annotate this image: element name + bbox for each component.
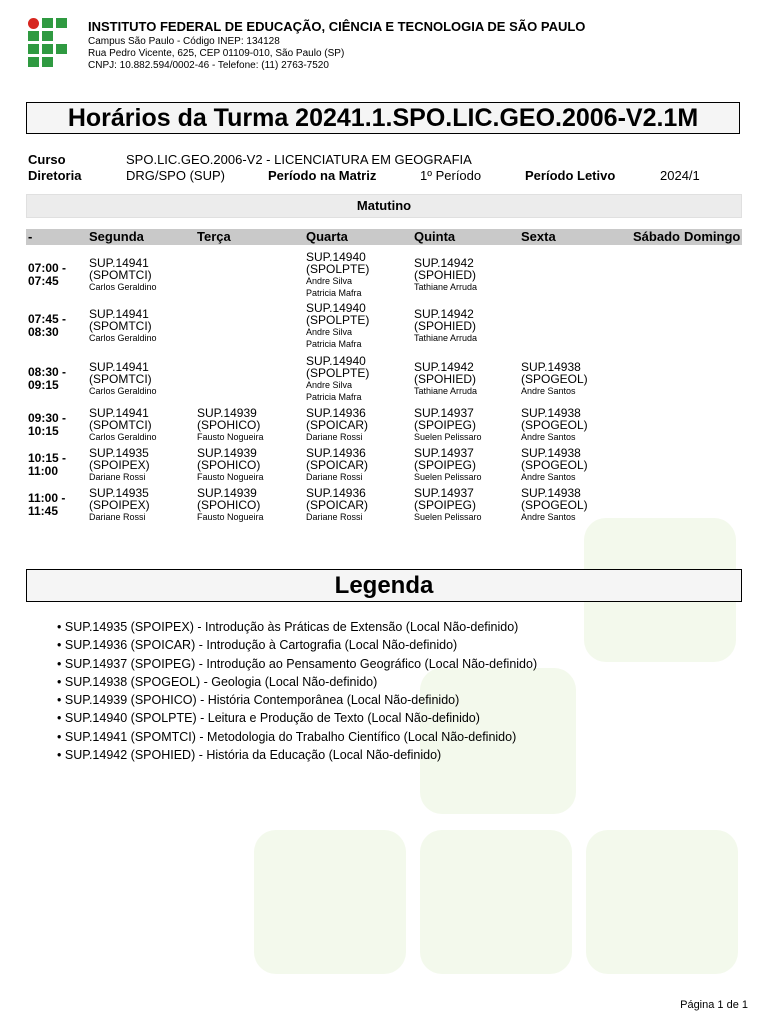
- class-code: SUP.14938 (SPOGEOL): [521, 359, 588, 386]
- teacher-name: Dariane Rossi: [306, 512, 363, 522]
- teacher-name: Suelen Pelissaro: [414, 432, 482, 442]
- column-header: Segunda: [89, 229, 144, 244]
- teacher-name: Carlos Geraldino: [89, 333, 157, 343]
- class-cell: [414, 361, 519, 397]
- class-cell: [306, 447, 411, 483]
- legend-item: • SUP.14939 (SPOHICO) - História Contemporânea (Local Não-definido): [57, 691, 537, 709]
- class-cell: [89, 361, 194, 397]
- class-cell: [89, 447, 194, 483]
- if-logo: [28, 18, 68, 68]
- class-cell: [197, 487, 302, 523]
- time-slot: 08:30 - 09:15: [28, 364, 67, 392]
- class-cell: [89, 257, 194, 293]
- teacher-name: Andre Silva Patricia Mafra: [306, 379, 362, 402]
- logo-red-dot: [28, 18, 39, 29]
- class-code: SUP.14938 (SPOGEOL): [521, 446, 588, 472]
- legend-item: • SUP.14935 (SPOIPEX) - Introdução às Práticas de Extensão (Local Não-definido): [57, 618, 537, 636]
- teacher-name: Suelen Pelissaro: [414, 472, 482, 482]
- teacher-name: Fausto Nogueira: [197, 472, 264, 482]
- teacher-name: Dariane Rossi: [306, 432, 363, 442]
- column-header: -: [28, 229, 33, 244]
- teacher-name: Dariane Rossi: [306, 472, 363, 482]
- institution-name: INSTITUTO FEDERAL DE EDUCAÇÃO, CIÊNCIA E TECNOLOGIA DE SÃO PAULO: [88, 19, 586, 34]
- class-cell: [89, 487, 194, 523]
- class-cell: [414, 257, 519, 293]
- teacher-name: Tathiane Arruda: [414, 333, 478, 343]
- teacher-name: Andre Santos: [521, 472, 576, 482]
- periodo-matriz-value: 1º Período: [420, 168, 482, 183]
- diretoria-label: Diretoria: [28, 168, 82, 183]
- teacher-name: Carlos Geraldino: [89, 282, 157, 292]
- teacher-name: Dariane Rossi: [89, 472, 146, 482]
- column-header: Sexta: [521, 229, 556, 244]
- class-cell: [414, 308, 519, 344]
- institution-cnpj: CNPJ: 10.882.594/0002-46 - Telefone: (11) 2763-7520: [88, 60, 329, 71]
- legend-item: • SUP.14936 (SPOICAR) - Introdução à Cartografia (Local Não-definido): [57, 636, 537, 654]
- teacher-name: Andre Santos: [521, 512, 576, 522]
- teacher-name: Fausto Nogueira: [197, 432, 264, 442]
- class-cell: [414, 407, 519, 443]
- class-cell: [197, 407, 302, 443]
- column-header: Terça: [197, 229, 231, 244]
- teacher-name: Suelen Pelissaro: [414, 512, 482, 522]
- class-code: SUP.14936 (SPOICAR): [306, 446, 369, 472]
- time-slot: 10:15 - 11:00: [28, 451, 67, 478]
- class-code: SUP.14936 (SPOICAR): [306, 486, 369, 512]
- class-code: SUP.14938 (SPOGEOL): [521, 406, 588, 432]
- class-cell: [306, 302, 411, 350]
- class-code: SUP.14941 (SPOMTCI): [89, 359, 152, 386]
- class-cell: [414, 447, 519, 483]
- class-cell: [414, 487, 519, 523]
- periodo-letivo-value: 2024/1: [660, 168, 700, 183]
- teacher-name: Tathiane Arruda: [414, 282, 478, 292]
- class-cell: [89, 308, 194, 344]
- class-cell: [306, 407, 411, 443]
- teacher-name: Fausto Nogueira: [197, 512, 264, 522]
- legend-item: • SUP.14938 (SPOGEOL) - Geologia (Local Não-definido): [57, 673, 537, 691]
- column-header: Quinta: [414, 229, 456, 244]
- class-cell: [89, 407, 194, 443]
- class-code: SUP.14937 (SPOIPEG): [414, 446, 477, 472]
- legend-item: • SUP.14941 (SPOMTCI) - Metodologia do Trabalho Científico (Local Não-definido): [57, 728, 537, 746]
- class-code: SUP.14938 (SPOGEOL): [521, 486, 588, 512]
- time-slot: 07:00 - 07:45: [28, 261, 67, 288]
- teacher-name: Tathiane Arruda: [414, 385, 478, 396]
- teacher-name: Andre Silva Patricia Mafra: [306, 327, 362, 349]
- legend-title: Legenda: [26, 569, 742, 602]
- time-slot: 09:30 - 10:15: [28, 411, 67, 438]
- shift-header: Matutino: [26, 194, 742, 218]
- class-code: SUP.14939 (SPOHICO): [197, 446, 261, 472]
- column-header: Domingo: [684, 229, 741, 244]
- time-slot: 11:00 - 11:45: [28, 491, 66, 518]
- page-title: Horários da Turma 20241.1.SPO.LIC.GEO.2006-V2.1M: [26, 102, 740, 134]
- diretoria-value: DRG/SPO (SUP): [126, 168, 225, 183]
- class-code: SUP.14936 (SPOICAR): [306, 406, 369, 432]
- class-code: SUP.14942 (SPOHIED): [414, 256, 477, 282]
- class-code: SUP.14940 (SPOLPTE): [306, 301, 370, 327]
- class-code: SUP.14937 (SPOIPEG): [414, 406, 477, 432]
- teacher-name: Andre Silva Patricia Mafra: [306, 276, 362, 298]
- class-code: SUP.14935 (SPOIPEX): [89, 446, 150, 472]
- page-number: Página 1 de 1: [680, 999, 748, 1011]
- class-cell: [306, 487, 411, 523]
- class-cell: [197, 447, 302, 483]
- legend-item: • SUP.14940 (SPOLPTE) - Leitura e Produção de Texto (Local Não-definido): [57, 709, 537, 727]
- watermark-block: [254, 830, 406, 974]
- class-code: SUP.14940 (SPOLPTE): [306, 353, 370, 380]
- watermark-block: [586, 830, 738, 974]
- time-slot: 07:45 - 08:30: [28, 312, 67, 339]
- teacher-name: Dariane Rossi: [89, 512, 146, 522]
- class-code: SUP.14940 (SPOLPTE): [306, 250, 370, 276]
- class-code: SUP.14942 (SPOHIED): [414, 307, 477, 333]
- class-cell: [521, 407, 626, 443]
- class-code: SUP.14942 (SPOHIED): [414, 359, 477, 386]
- class-code: SUP.14939 (SPOHICO): [197, 406, 261, 432]
- institution-address: Rua Pedro Vicente, 625, CEP 01109-010, São Paulo (SP): [88, 48, 345, 59]
- teacher-name: Carlos Geraldino: [89, 432, 157, 442]
- class-code: SUP.14937 (SPOIPEG): [414, 486, 477, 512]
- class-cell: [521, 447, 626, 483]
- teacher-name: Andre Santos: [521, 432, 576, 442]
- class-cell: [521, 487, 626, 523]
- column-header: Quarta: [306, 229, 348, 244]
- column-header: Sábado: [633, 229, 680, 244]
- class-code: SUP.14939 (SPOHICO): [197, 486, 261, 512]
- legend-item: • SUP.14942 (SPOHIED) - História da Educação (Local Não-definido): [57, 746, 537, 764]
- institution-campus: Campus São Paulo - Código INEP: 134128: [88, 36, 280, 47]
- curso-label: Curso: [28, 152, 66, 167]
- teacher-name: Andre Santos: [521, 385, 576, 396]
- class-cell: [521, 361, 626, 397]
- curso-value: SPO.LIC.GEO.2006-V2 - LICENCIATURA EM GEOGRAFIA: [126, 152, 472, 167]
- legend-list: [57, 618, 537, 764]
- class-code: SUP.14941 (SPOMTCI): [89, 256, 152, 282]
- schedule-header-row: [26, 229, 742, 245]
- legend-item: • SUP.14937 (SPOIPEG) - Introdução ao Pensamento Geográfico (Local Não-definido): [57, 655, 537, 673]
- class-cell: [306, 355, 411, 403]
- teacher-name: Carlos Geraldino: [89, 385, 157, 396]
- class-cell: [306, 251, 411, 299]
- class-code: SUP.14941 (SPOMTCI): [89, 307, 152, 333]
- periodo-matriz-label: Período na Matriz: [268, 168, 377, 183]
- class-code: SUP.14941 (SPOMTCI): [89, 406, 152, 432]
- class-code: SUP.14935 (SPOIPEX): [89, 486, 150, 512]
- watermark-block: [420, 830, 572, 974]
- periodo-letivo-label: Período Letivo: [525, 168, 616, 183]
